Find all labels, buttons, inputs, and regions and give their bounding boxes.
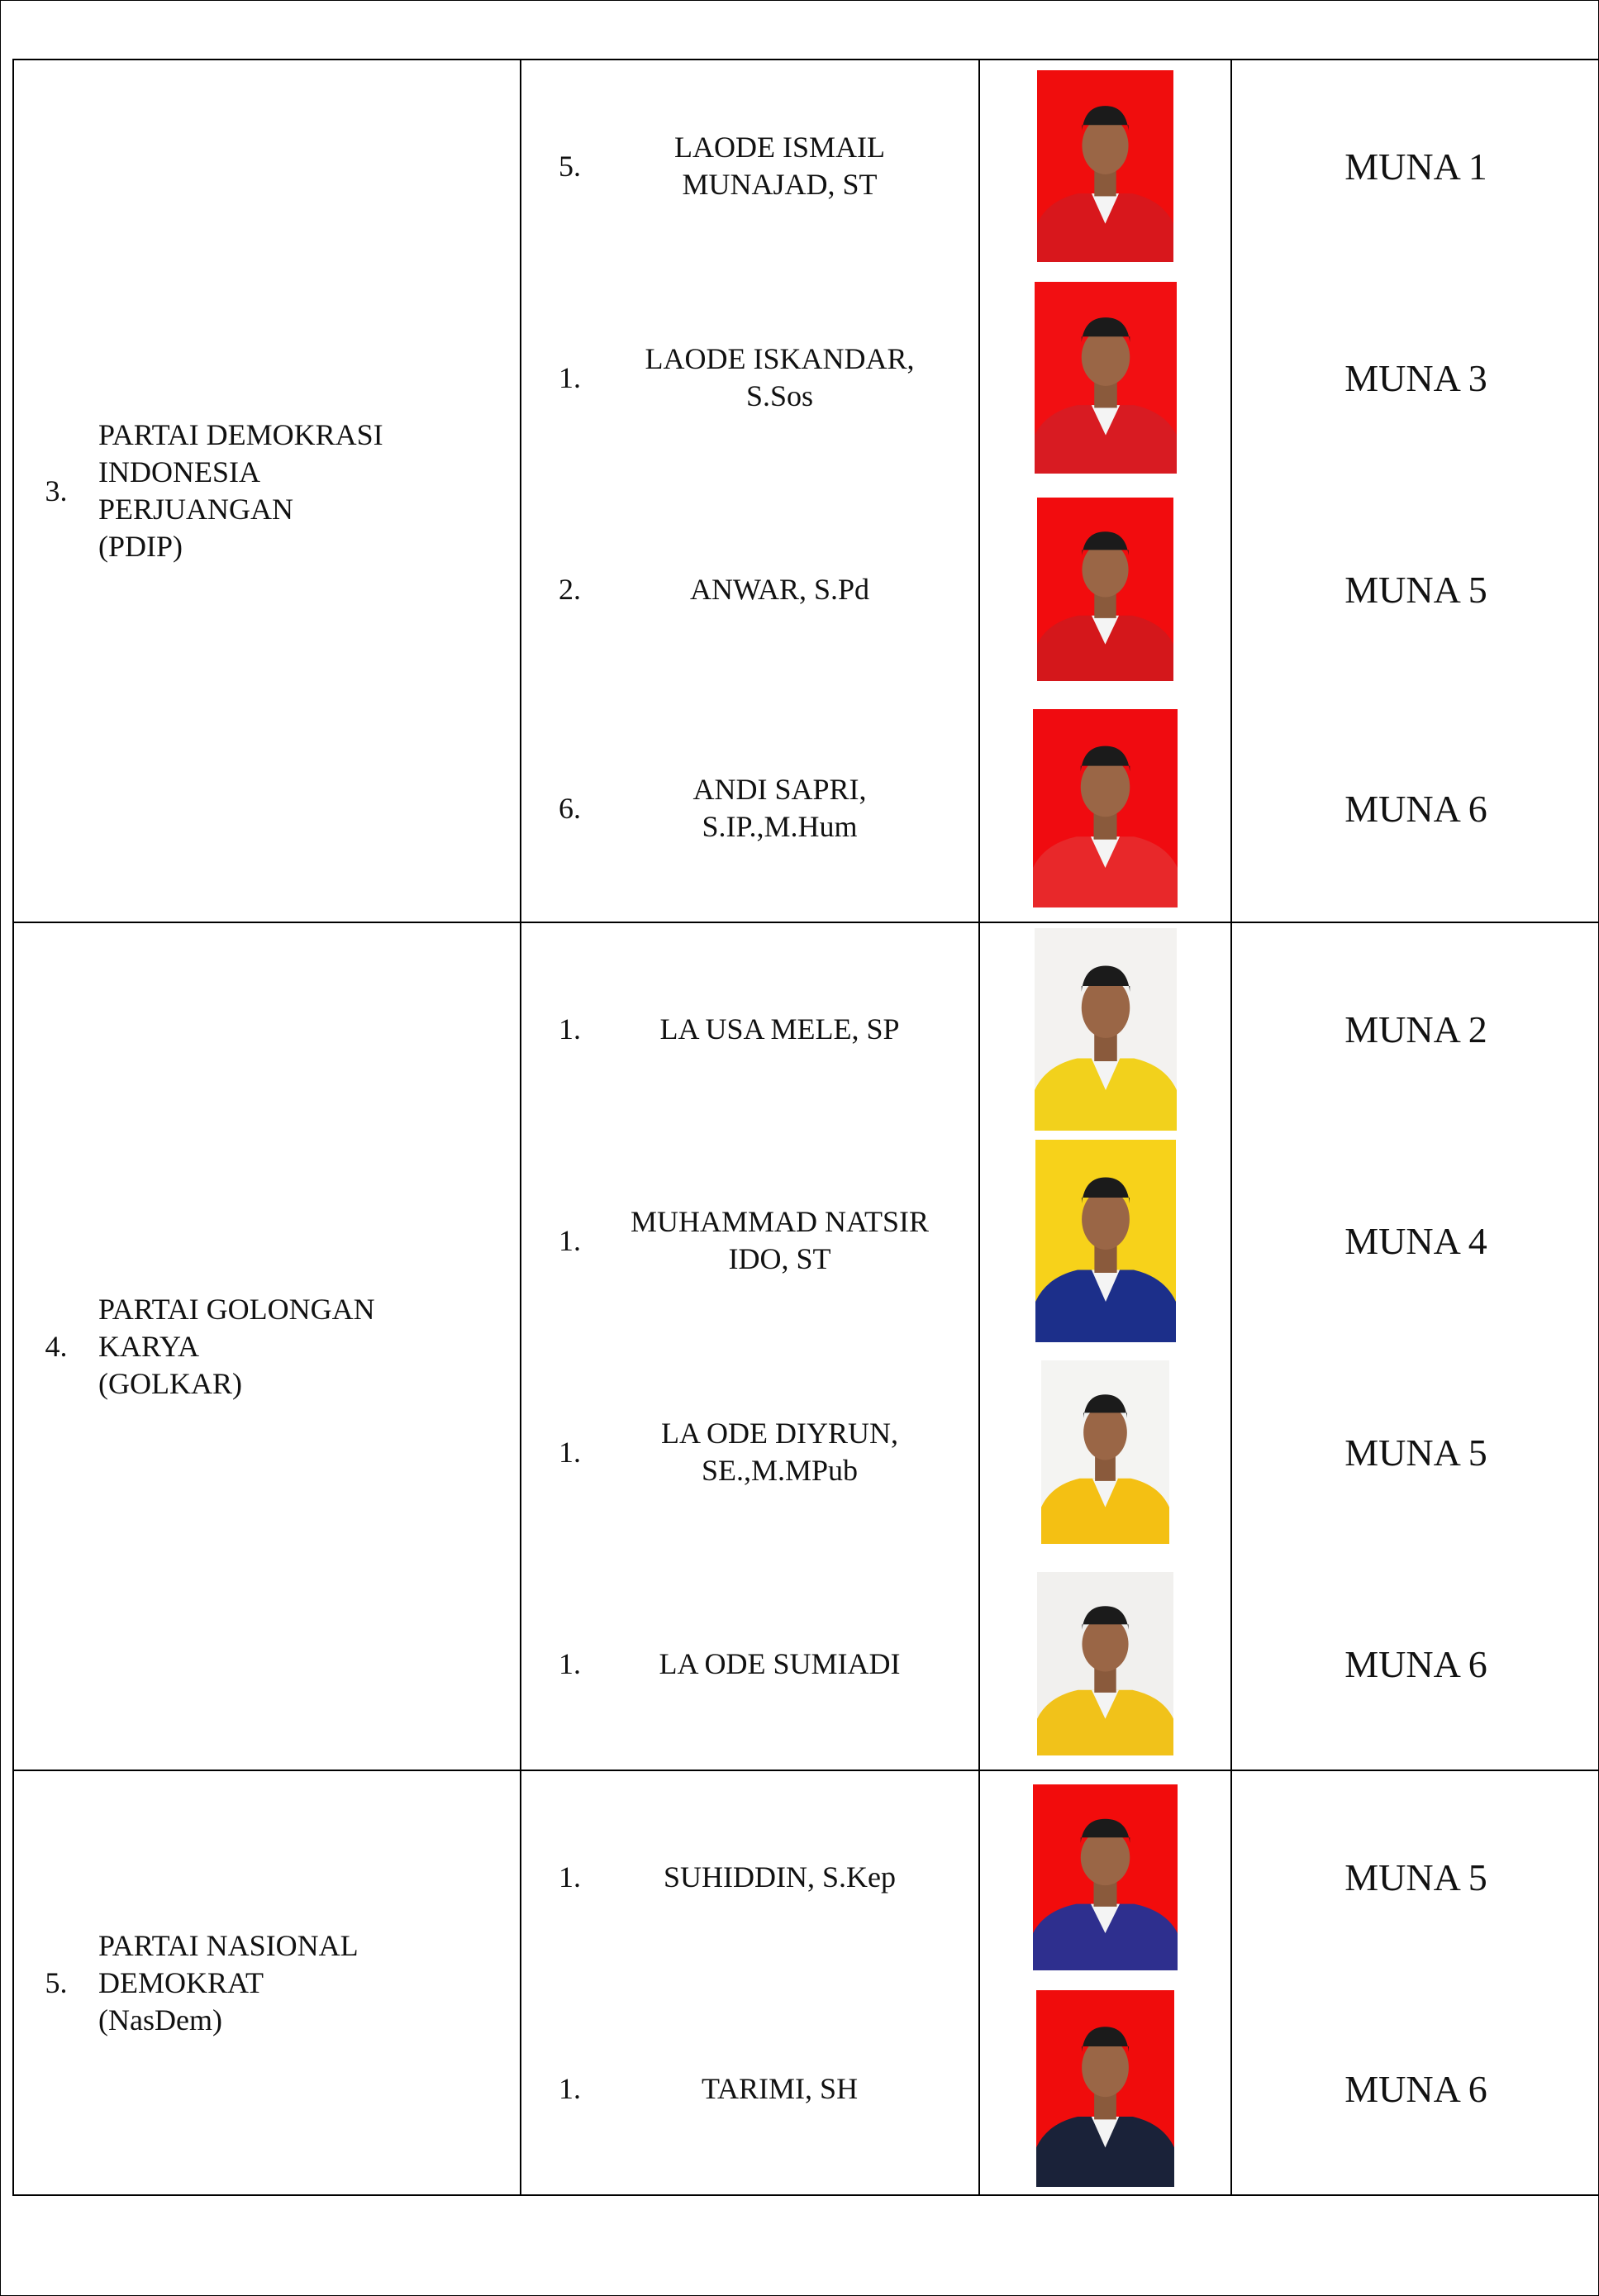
candidate-photo [1041,1360,1169,1544]
photo-entry [980,1983,1230,2194]
photo-entry [980,483,1230,695]
candidate-entry [521,60,978,272]
candidate-entry [521,1135,978,1346]
portrait-graphic [1037,498,1173,681]
photo-entry [980,1771,1230,1983]
party-name-line: PERJUANGAN [98,493,294,526]
dapil-label: MUNA 4 [1344,1219,1487,1262]
candidate-name-line: S.Sos [745,379,814,412]
candidate-name-line: LAODE ISKANDAR, [645,342,915,375]
photo-cell [979,60,1231,922]
photo-entry [980,695,1230,922]
party-name-line: (PDIP) [98,530,183,563]
candidate-number: 1. [559,1860,581,1893]
dapil-label: MUNA 1 [1344,145,1487,188]
candidate-name [581,1203,978,1278]
photo-entry [980,60,1230,272]
candidate-photo [1035,1140,1176,1342]
dapil-entry [1232,1558,1599,1770]
dapil-label: MUNA 5 [1344,1855,1487,1898]
portrait-graphic [1035,282,1177,474]
candidate-photo [1035,282,1177,474]
candidate-entry [521,1558,978,1770]
party-name-line: PARTAI GOLONGAN [98,1292,375,1326]
party-row [13,922,1599,1770]
party-name-line: KARYA [98,1329,200,1363]
portrait-graphic [1035,1140,1176,1342]
dapil-cell [1231,60,1599,922]
photo-entry [980,1135,1230,1346]
candidate-number: 1. [559,2072,581,2105]
dapil-label: MUNA 6 [1344,2067,1487,2110]
party-number: 3. [45,474,68,507]
candidate-number: 1. [559,1647,581,1680]
candidate-number: 1. [559,361,581,394]
party-info [14,1291,520,1403]
candidate-name-line: ANDI SAPRI, [692,773,867,806]
photo-list [980,1771,1230,2194]
party-info [14,417,520,565]
candidate-number: 1. [559,1436,581,1469]
candidate-cell [521,60,979,922]
candidate-number: 1. [559,1224,581,1257]
dapil-entry [1232,695,1599,922]
photo-cell [979,1770,1231,2195]
dapil-label: MUNA 5 [1344,1431,1487,1474]
party-name [98,1927,520,2039]
party-info [14,1927,520,2039]
dapil-list [1232,1771,1599,2194]
party-name-line: INDONESIA [98,455,260,488]
photo-entry [980,923,1230,1135]
candidate-entry [521,1771,978,1983]
dapil-entry [1232,272,1599,483]
photo-entry [980,1558,1230,1770]
dapil-label: MUNA 3 [1344,356,1487,399]
party-name [98,1291,520,1403]
candidates-table [12,59,1599,2196]
dapil-entry [1232,483,1599,695]
candidate-list [521,923,978,1770]
candidate-name-line: SUHIDDIN, S.Kep [664,1860,896,1893]
candidate-entry [521,272,978,483]
candidate-list [521,60,978,922]
photo-cell [979,922,1231,1770]
candidate-photo [1033,1784,1178,1970]
photo-entry [980,272,1230,483]
party-cell [13,60,521,922]
dapil-entry [1232,1135,1599,1346]
portrait-graphic [1037,70,1173,262]
dapil-label: MUNA 6 [1344,1642,1487,1685]
candidate-photo [1036,1990,1174,2187]
dapil-label: MUNA 2 [1344,1007,1487,1050]
candidate-name-line: LA ODE SUMIADI [659,1646,901,1680]
photo-list [980,60,1230,922]
party-name-line: (NasDem) [98,2003,222,2036]
party-name-line: DEMOKRAT [98,1965,264,1999]
candidate-name-line: MUNAJAD, ST [682,168,878,201]
party-name-line: PARTAI DEMOKRASI [98,418,383,451]
candidate-entry [521,1346,978,1558]
party-row [13,60,1599,922]
candidate-number: 2. [559,573,581,606]
candidate-cell [521,922,979,1770]
candidate-name [581,1415,978,1489]
party-cell [13,1770,521,2195]
dapil-cell [1231,1770,1599,2195]
portrait-graphic [1033,1784,1178,1970]
dapil-entry [1232,923,1599,1135]
party-cell [13,922,521,1770]
party-number: 4. [45,1329,68,1363]
candidate-name-line: S.IP.,M.Hum [702,810,858,843]
candidate-photo [1035,928,1177,1131]
candidate-name-line: LAODE ISMAIL [674,131,885,164]
candidate-photo [1037,1572,1173,1755]
candidate-entry [521,695,978,922]
dapil-entry [1232,60,1599,272]
party-name [98,417,520,565]
photo-entry [980,1346,1230,1558]
dapil-list [1232,923,1599,1770]
party-number: 5. [45,1965,68,1999]
candidate-name-line: IDO, ST [728,1242,831,1275]
candidate-name-line: LA USA MELE, SP [659,1012,900,1046]
candidate-name [581,129,978,203]
portrait-graphic [1037,1572,1173,1755]
candidate-name-line: TARIMI, SH [701,2071,859,2105]
dapil-label: MUNA 6 [1344,787,1487,830]
dapil-entry [1232,1771,1599,1983]
candidate-list [521,1771,978,2194]
candidate-number: 5. [559,150,581,183]
candidate-cell [521,1770,979,2195]
candidate-name [581,1646,978,1683]
candidate-entry [521,483,978,695]
candidate-number: 1. [559,1012,581,1046]
candidate-name [581,2070,978,2108]
candidate-photo [1033,709,1178,907]
photo-list [980,923,1230,1770]
party-row [13,1770,1599,2195]
candidate-name [581,1011,978,1048]
candidate-photo [1037,70,1173,262]
portrait-graphic [1036,1990,1174,2187]
candidate-number: 6. [559,792,581,825]
candidate-name-line: SE.,M.MPub [701,1454,859,1487]
candidate-entry [521,1983,978,2194]
candidate-photo [1037,498,1173,681]
candidate-name-line: MUHAMMAD NATSIR [630,1205,930,1238]
candidate-name [581,1859,978,1896]
candidate-name-line: ANWAR, S.Pd [689,572,870,606]
party-name-line: (GOLKAR) [98,1366,242,1400]
dapil-label: MUNA 5 [1344,568,1487,611]
portrait-graphic [1033,709,1178,907]
party-name-line: PARTAI NASIONAL [98,1928,359,1962]
candidate-name [581,341,978,415]
candidate-name-line: LA ODE DIYRUN, [661,1417,898,1450]
candidate-name [581,771,978,846]
dapil-entry [1232,1983,1599,2194]
candidate-name [581,571,978,608]
dapil-list [1232,60,1599,922]
dapil-entry [1232,1346,1599,1558]
dapil-cell [1231,922,1599,1770]
portrait-graphic [1041,1360,1169,1544]
candidate-entry [521,923,978,1135]
portrait-graphic [1035,928,1177,1131]
